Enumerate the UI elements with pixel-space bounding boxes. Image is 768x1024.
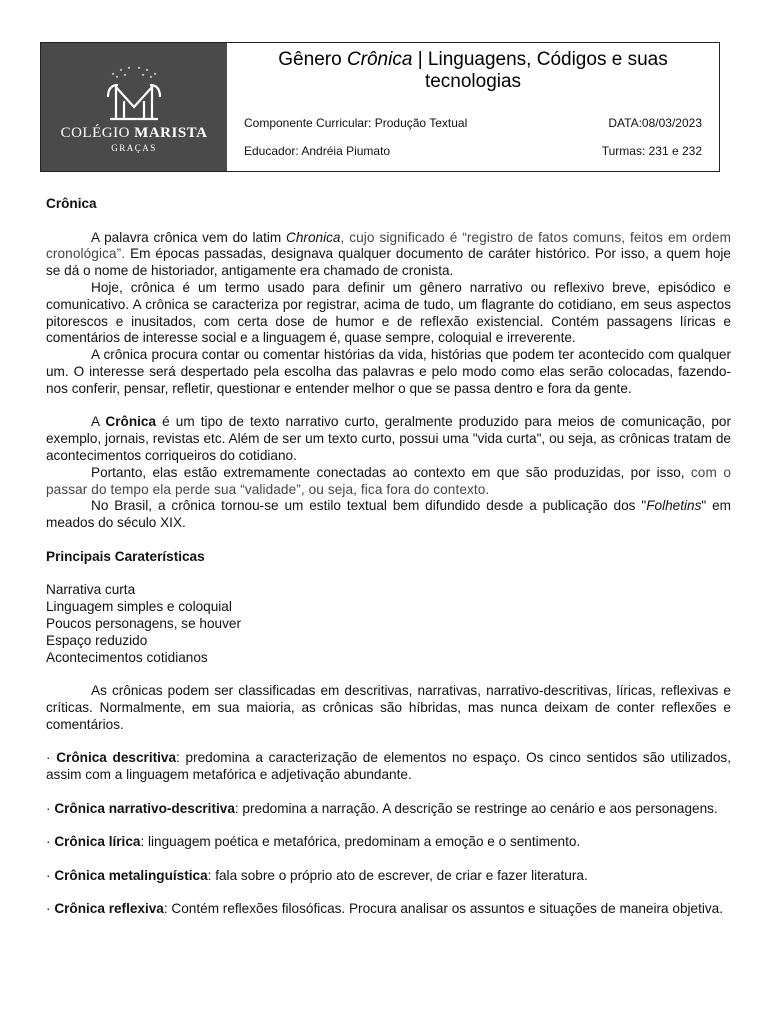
type-text: : fala sobre o próprio ato de escrever, de criar e fazer literatura. — [207, 867, 588, 883]
meta-row-1 — [244, 116, 702, 130]
p6-italic: Folhetins — [646, 498, 702, 514]
document-date: DATA:08/03/2023 — [608, 116, 702, 130]
type-name: Crônica descritiva — [56, 750, 177, 766]
p1-quote: , cujo significado é “registro de fatos comuns, feitos em ordem cronológica”. — [46, 229, 731, 262]
type-name: Crônica narrativo-descritiva — [54, 800, 235, 816]
p6-text-a: No Brasil, a crônica tornou-se um estilo textual bem difundido desde a publicação dos " — [91, 498, 647, 514]
type-text: : predomina a caracterização de elementos no espaço. Os cinco sentidos são utilizados, assim com a linguagem metafórica e adjetivação abundante. — [46, 750, 731, 783]
title-prefix: Gênero — [278, 49, 347, 70]
title-line1-rest: | Linguagens, Códigos e suas — [412, 49, 668, 70]
type-name: Crônica metalinguística — [54, 867, 208, 883]
p4-text-a: A — [91, 414, 106, 430]
bullet: · — [46, 750, 57, 766]
p1-text-a: A palavra crônica vem do latim — [91, 229, 287, 245]
section-heading-cronica: Crônica — [46, 196, 97, 211]
type-lirica — [46, 834, 731, 851]
school-subtitle: GRAÇAS — [111, 143, 157, 153]
bullet: · — [46, 901, 55, 917]
type-descritiva — [46, 750, 731, 784]
p1-italic: Chronica — [286, 229, 341, 245]
p1-text-b: Em épocas passadas, designava qualquer documento de caráter histórico. Por isso, a quem hoje se dá o nome de historiador, antigamente era chamado de cronista. — [46, 246, 731, 279]
paragraph-3: A crônica procura contar ou comentar histórias da vida, histórias que podem ter acontecido com qualquer um. O interesse será despertado pela escolha das palavras e pelo modo como elas serão colocadas, fazendo-nos conferir, pensar, refletir, questionar e entender melhor o que se passa dentro e fora da gente. — [46, 347, 731, 396]
type-name: Crônica lírica — [54, 834, 141, 850]
list-item: Acontecimentos cotidianos — [46, 649, 208, 665]
paragraph-5 — [46, 465, 731, 499]
title-italic: Crônica — [346, 49, 413, 70]
section-heading-caracteristicas: Principais Caraterísticas — [46, 548, 205, 564]
type-text: : linguagem poética e metafórica, predominam a emoção e o sentimento. — [140, 834, 581, 850]
p5-text-a: Portanto, elas estão extremamente conectadas ao contexto em que são produzidas, por isso, — [91, 464, 691, 480]
p4-bold: Crônica — [105, 414, 157, 430]
p5-grey: com o passar do tempo ela perde sua “validade”, ou seja, fica fora do contexto. — [46, 464, 731, 497]
bullet: · — [46, 800, 55, 816]
type-name: Crônica reflexiva — [54, 901, 164, 917]
school-name-part1: COLÉGIO — [60, 125, 130, 141]
paragraph-7: As crônicas podem ser classificadas em descritivas, narrativas, narrativo-descritivas, líricas, reflexivas e críticas. Normalmente, em sua maioria, as crônicas são híbridas, mas nunca deixam de conter reflexões e comentários. — [46, 683, 731, 732]
bullet: · — [46, 867, 55, 883]
title-line2: tecnologias — [424, 71, 522, 92]
type-text: : predomina a narração. A descrição se restringe ao cenário e aos personagens. — [234, 800, 718, 816]
type-narrativo-descritiva — [46, 801, 731, 818]
list-item: Poucos personagens, se houver — [46, 615, 241, 631]
school-name-part2: MARISTA — [134, 125, 208, 141]
curricular-component: Componente Curricular: Produção Textual — [244, 116, 468, 130]
paragraph-2: Hoje, crônica é um termo usado para definir um gênero narrativo ou reflexivo breve, episódico e comunicativo. A crônica se caracteriza por registrar, acima de tudo, um flagrante do cotidiano, em seus aspectos pitorescos e inusitados, com certa dose de humor e de reflexão existencial. Contém passagens líricas e comentários de interesse social e a linguagem é, quase sempre, coloquial e irreverente. — [46, 279, 731, 346]
educator-name: Educador: Andréia Piumato — [244, 144, 391, 158]
meta-row-2 — [244, 144, 702, 158]
document-header — [40, 42, 720, 172]
list-item: Linguagem simples e coloquial — [46, 599, 232, 615]
paragraph-4 — [46, 414, 731, 464]
marista-emblem-icon — [94, 61, 174, 123]
bullet: · — [46, 834, 55, 850]
document-title — [227, 49, 719, 93]
school-logo — [41, 43, 227, 171]
list-item: Espaço reduzido — [46, 632, 148, 648]
paragraph-6 — [46, 498, 731, 532]
document-body — [46, 196, 731, 918]
type-reflexiva — [46, 901, 731, 918]
type-metalinguistica — [46, 868, 731, 885]
list-item: Narrativa curta — [46, 582, 136, 598]
type-text: : Contém reflexões filosóficas. Procura analisar os assuntos e situações de maneira objetiva. — [163, 901, 724, 917]
school-name — [61, 125, 208, 142]
class-groups: Turmas: 231 e 232 — [601, 144, 702, 158]
p4-text-b: é um tipo de texto narrativo curto, geralmente produzido para meios de comunicação, por exemplo, jornais, revistas etc. Além de ser um texto curto, possui uma "vida curta", ou seja, as crônicas tratam de acontecimentos corriqueiros do cotidiano. — [46, 414, 732, 463]
p6-text-b: " em meados do século XIX. — [46, 498, 731, 531]
paragraph-1 — [46, 230, 731, 280]
header-info — [227, 43, 719, 171]
